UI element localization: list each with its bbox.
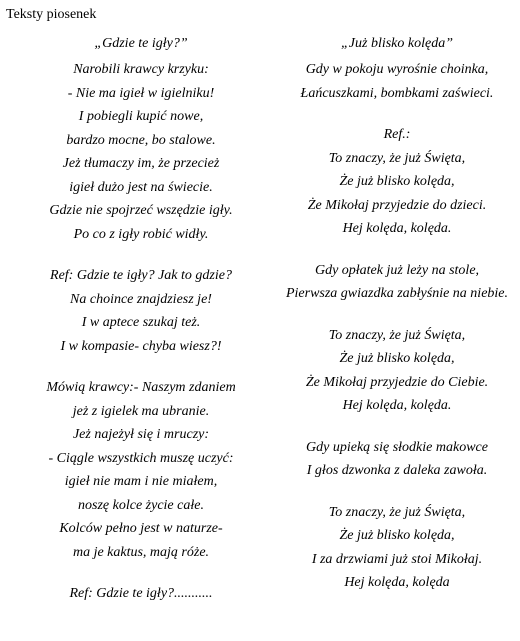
lyric-line: noszę kolce życie całe. [78, 497, 204, 513]
stanza [272, 58, 520, 105]
lyric-line: Ref.: [383, 127, 411, 142]
song-title: „Już blisko kolęda” [341, 36, 453, 51]
lyric-line: jeż z igielek ma ubranie. [72, 403, 210, 419]
lyric-line: Że Mikołaj przyjedzie do Ciebie. [305, 374, 489, 390]
lyric-line: Na choince znajdziesz je! [70, 291, 212, 307]
document-header: Teksty piosenek [6, 7, 97, 22]
lyric-line: Kolców pełno jest w naturze- [59, 521, 223, 536]
lyric-line: Łańcuszkami, bombkami zaświeci. [300, 85, 494, 101]
lyric-line: Że Mikołaj przyjedzie do dzieci. [307, 197, 487, 213]
lyric-line: Hej kolęda, kolęda. [342, 221, 452, 236]
stanza [272, 436, 520, 483]
lyric-line: Hej kolęda, kolęda. [342, 398, 452, 413]
lyric-line: Gdy w pokoju wyrośnie choinka, [305, 62, 489, 77]
song-title: „Gdzie te igły?” [94, 36, 188, 51]
lyric-line: ma je kaktus, mają róże. [72, 544, 210, 560]
lyric-line: I w aptece szukaj też. [81, 315, 201, 330]
refrain [16, 264, 266, 358]
lyric-line: Że już blisko kolęda, [339, 528, 455, 543]
stanza-gap [272, 105, 520, 123]
lyric-line: Ref: Gdzie te igły? Jak to gdzie? [50, 268, 232, 283]
lyric-line: Że już blisko kolęda, [339, 174, 455, 189]
refrain [272, 123, 520, 241]
lyric-line: Po co z igły robić widły. [73, 226, 209, 242]
lyric-line: Gdy upieką się słodkie makowce [306, 439, 488, 455]
lyric-line: I w kompasie- chyba wiesz?! [60, 338, 222, 354]
stanza-gap [16, 358, 266, 376]
lyric-line: Że już blisko kolęda, [339, 351, 455, 366]
lyric-line: Ref: Gdzie te igły?........... [69, 586, 213, 601]
lyric-line: Mówią krawcy:- Naszym zdaniem [46, 380, 236, 395]
lyric-line: I głos dzwonka z daleka zawoła. [306, 463, 488, 478]
stanza-gap [272, 418, 520, 436]
lyric-line: - Ciągle wszystkich muszę uczyć: [48, 450, 234, 466]
refrain [272, 324, 520, 418]
lyric-line: To znaczy, że już Święta, [328, 327, 466, 343]
stanza-gap [16, 564, 266, 582]
stanza-gap [16, 246, 266, 264]
stanza [16, 376, 266, 564]
lyric-line: Gdy opłatek już leży na stole, [314, 262, 480, 278]
stanza [272, 259, 520, 306]
refrain [16, 582, 266, 606]
lyric-line: bardzo mocne, bo stalowe. [66, 132, 216, 148]
song-column-left [16, 34, 266, 606]
lyric-line: Hej kolęda, kolęda [344, 575, 450, 590]
lyric-line: Jeż tłumaczy im, że przecież [62, 156, 220, 171]
stanza-gap [272, 483, 520, 501]
lyric-line: To znaczy, że już Święta, [328, 504, 466, 520]
lyric-line: Pierwsza gwiazdka zabłyśnie na niebie. [285, 286, 509, 301]
lyric-line: igieł dużo jest na świecie. [69, 179, 213, 195]
song-column-right [272, 34, 520, 595]
lyric-line: igieł nie mam i nie miałem, [64, 474, 218, 489]
stanza [16, 58, 266, 246]
stanza-gap [272, 241, 520, 259]
lyric-line: Narobili krawcy krzyku: [73, 62, 209, 77]
lyric-line: I za drzwiami już stoi Mikołaj. [311, 551, 483, 567]
lyric-line: - Nie ma igieł w igielniku! [67, 85, 215, 101]
lyric-line: To znaczy, że już Święta, [328, 150, 466, 166]
lyric-line: Jeż najeżył się i mruczy: [72, 427, 210, 442]
lyric-line: I pobiegli kupić nowe, [78, 109, 204, 124]
stanza-gap [272, 306, 520, 324]
refrain [272, 501, 520, 595]
lyric-line: Gdzie nie spojrzeć wszędzie igły. [49, 203, 233, 218]
